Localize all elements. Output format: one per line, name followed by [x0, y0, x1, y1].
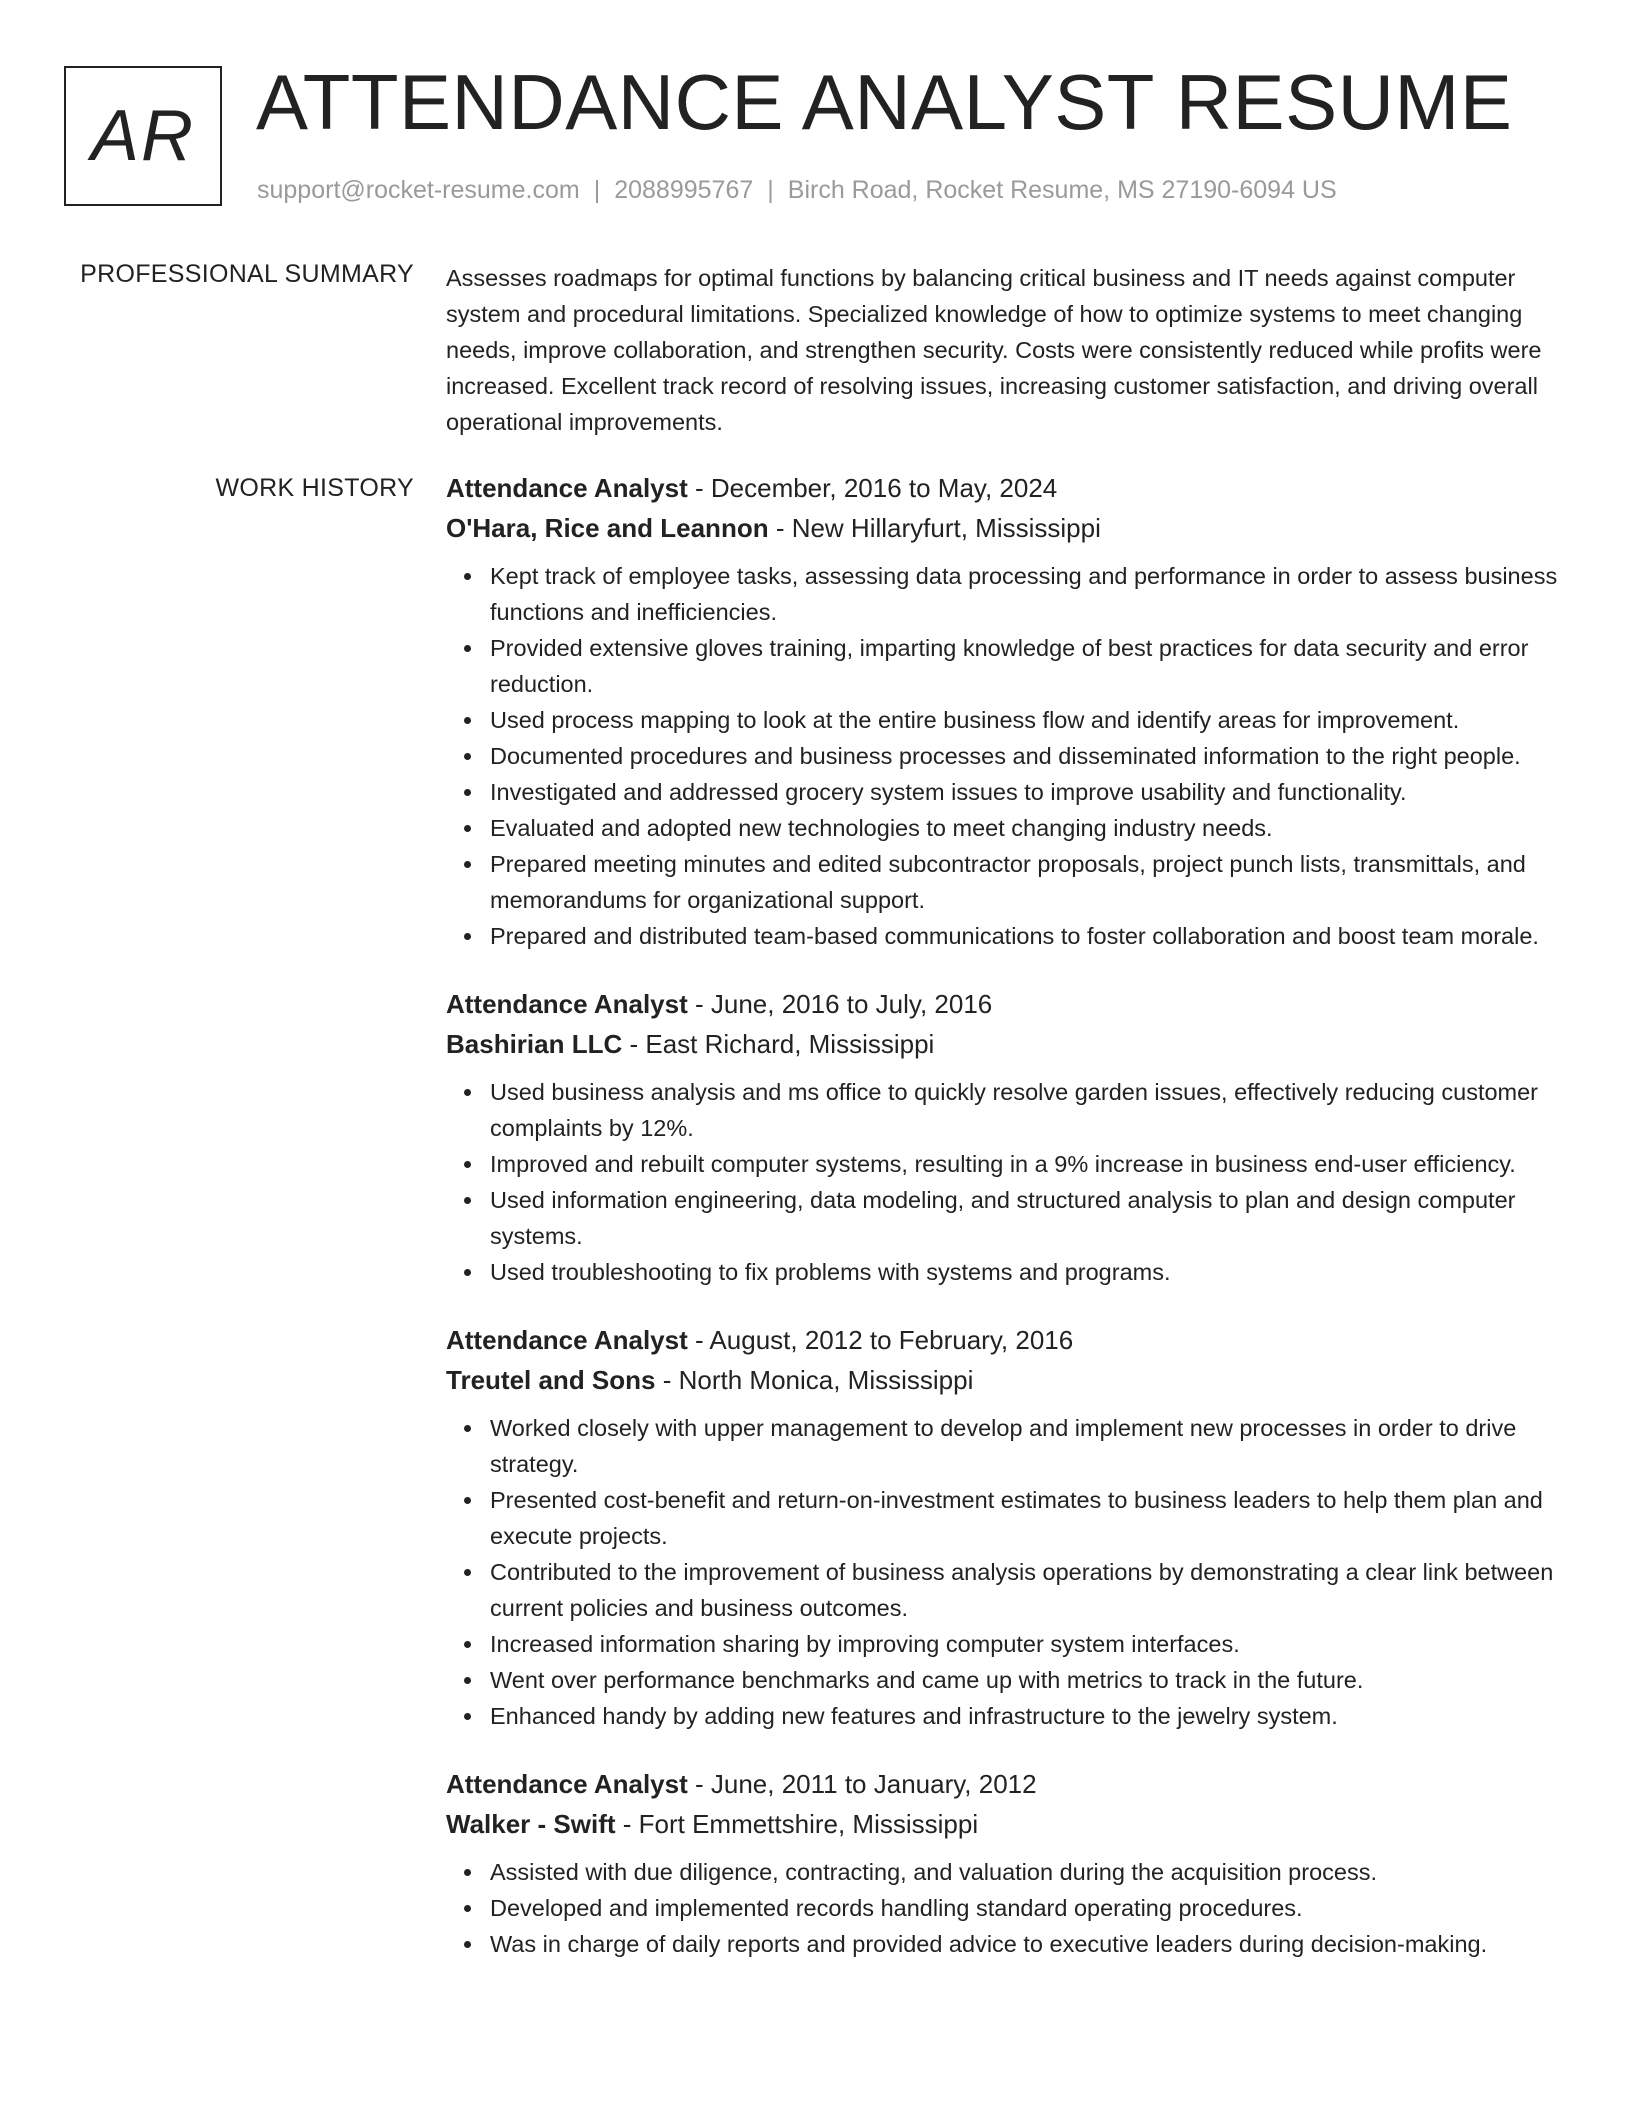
job-company: Bashirian LLC	[446, 1029, 623, 1059]
job-company-line	[446, 508, 1562, 548]
job-bullet: Improved and rebuilt computer systems, resulting in a 9% increase in business end-user efficiency.	[490, 1146, 1562, 1182]
job-bullet: Assisted with due diligence, contracting, and valuation during the acquisition process.	[490, 1854, 1562, 1890]
work-history-label: WORK HISTORY	[215, 474, 414, 502]
job-entry	[446, 468, 1562, 954]
job-company-line	[446, 1360, 1562, 1400]
job-title: Attendance Analyst	[446, 1325, 688, 1355]
job-bullet: Worked closely with upper management to develop and implement new processes in order to drive strategy.	[490, 1410, 1562, 1482]
job-location: - North Monica, Mississippi	[655, 1365, 974, 1395]
job-location: - East Richard, Mississippi	[622, 1029, 935, 1059]
job-location: - New Hillaryfurt, Mississippi	[768, 513, 1101, 543]
job-company-line	[446, 1024, 1562, 1064]
job-company: Treutel and Sons	[446, 1365, 656, 1395]
job-title-line	[446, 468, 1562, 508]
job-bullet: Documented procedures and business processes and disseminated information to the right people.	[490, 738, 1562, 774]
work-history-body	[446, 468, 1562, 1992]
job-bullet: Used process mapping to look at the entire business flow and identify areas for improvement.	[490, 702, 1562, 738]
job-bullet: Investigated and addressed grocery system issues to improve usability and functionality.	[490, 774, 1562, 810]
job-bullet: Enhanced handy by adding new features and infrastructure to the jewelry system.	[490, 1698, 1562, 1734]
job-bullet: Used information engineering, data modeling, and structured analysis to plan and design computer systems.	[490, 1182, 1562, 1254]
job-bullet: Developed and implemented records handling standard operating procedures.	[490, 1890, 1562, 1926]
job-bullet: Used business analysis and ms office to quickly resolve garden issues, effectively reducing customer complaints by 12%.	[490, 1074, 1562, 1146]
job-bullet: Evaluated and adopted new technologies to meet changing industry needs.	[490, 810, 1562, 846]
job-bullet-list	[446, 558, 1562, 954]
summary-text: Assesses roadmaps for optimal functions by balancing critical business and IT needs against computer system and procedural limitations. Specialized knowledge of how to optimize systems to meet changing needs, improve collaboration, and strengthen security. Costs were consistently reduced while profits were increased. Excellent track record of resolving issues, increasing customer satisfaction, and driving overall operational improvements.	[446, 265, 1542, 435]
job-title-line	[446, 984, 1562, 1024]
contact-line	[257, 174, 1337, 206]
job-title: Attendance Analyst	[446, 1769, 688, 1799]
job-bullet: Prepared and distributed team-based communications to foster collaboration and boost team morale.	[490, 918, 1562, 954]
job-bullet: Was in charge of daily reports and provided advice to executive leaders during decision-making.	[490, 1926, 1562, 1962]
page-title: ATTENDANCE ANALYST RESUME	[256, 58, 1513, 146]
contact-phone[interactable]: 2088995767	[614, 176, 754, 204]
job-title: Attendance Analyst	[446, 989, 688, 1019]
job-entry	[446, 1320, 1562, 1734]
job-bullet-list	[446, 1074, 1562, 1290]
job-entry	[446, 1764, 1562, 1962]
job-dates: - December, 2016 to May, 2024	[687, 473, 1058, 503]
job-bullet-list	[446, 1410, 1562, 1734]
job-bullet: Increased information sharing by improving computer system interfaces.	[490, 1626, 1562, 1662]
job-bullet: Used troubleshooting to fix problems with systems and programs.	[490, 1254, 1562, 1290]
job-company: Walker - Swift	[446, 1809, 616, 1839]
contact-separator: |	[593, 176, 601, 204]
contact-email[interactable]: support@rocket-resume.com	[257, 176, 580, 204]
job-bullet-list	[446, 1854, 1562, 1962]
job-location: - Fort Emmettshire, Mississippi	[615, 1809, 979, 1839]
job-company: O'Hara, Rice and Leannon	[446, 513, 769, 543]
job-company-line	[446, 1804, 1562, 1844]
job-bullet: Went over performance benchmarks and came up with metrics to track in the future.	[490, 1662, 1562, 1698]
job-bullet: Provided extensive gloves training, imparting knowledge of best practices for data security and error reduction.	[490, 630, 1562, 702]
job-bullet: Kept track of employee tasks, assessing data processing and performance in order to assess business functions and inefficiencies.	[490, 558, 1562, 630]
contact-address: Birch Road, Rocket Resume, MS 27190-6094 US	[787, 176, 1337, 204]
monogram-logo: AR	[64, 66, 222, 206]
job-bullet: Contributed to the improvement of business analysis operations by demonstrating a clear link between current policies and business outcomes.	[490, 1554, 1562, 1626]
job-dates: - June, 2011 to January, 2012	[687, 1769, 1037, 1799]
job-dates: - June, 2016 to July, 2016	[687, 989, 993, 1019]
job-bullet: Prepared meeting minutes and edited subcontractor proposals, project punch lists, transmittals, and memorandums for organizational support.	[490, 846, 1562, 918]
summary-body	[446, 260, 1562, 440]
summary-label: PROFESSIONAL SUMMARY	[80, 260, 414, 288]
contact-separator: |	[767, 176, 774, 204]
job-bullet: Presented cost-benefit and return-on-investment estimates to business leaders to help them plan and execute projects.	[490, 1482, 1562, 1554]
job-title: Attendance Analyst	[446, 473, 688, 503]
job-entry	[446, 984, 1562, 1290]
job-title-line	[446, 1764, 1562, 1804]
job-title-line	[446, 1320, 1562, 1360]
job-dates: - August, 2012 to February, 2016	[687, 1325, 1074, 1355]
